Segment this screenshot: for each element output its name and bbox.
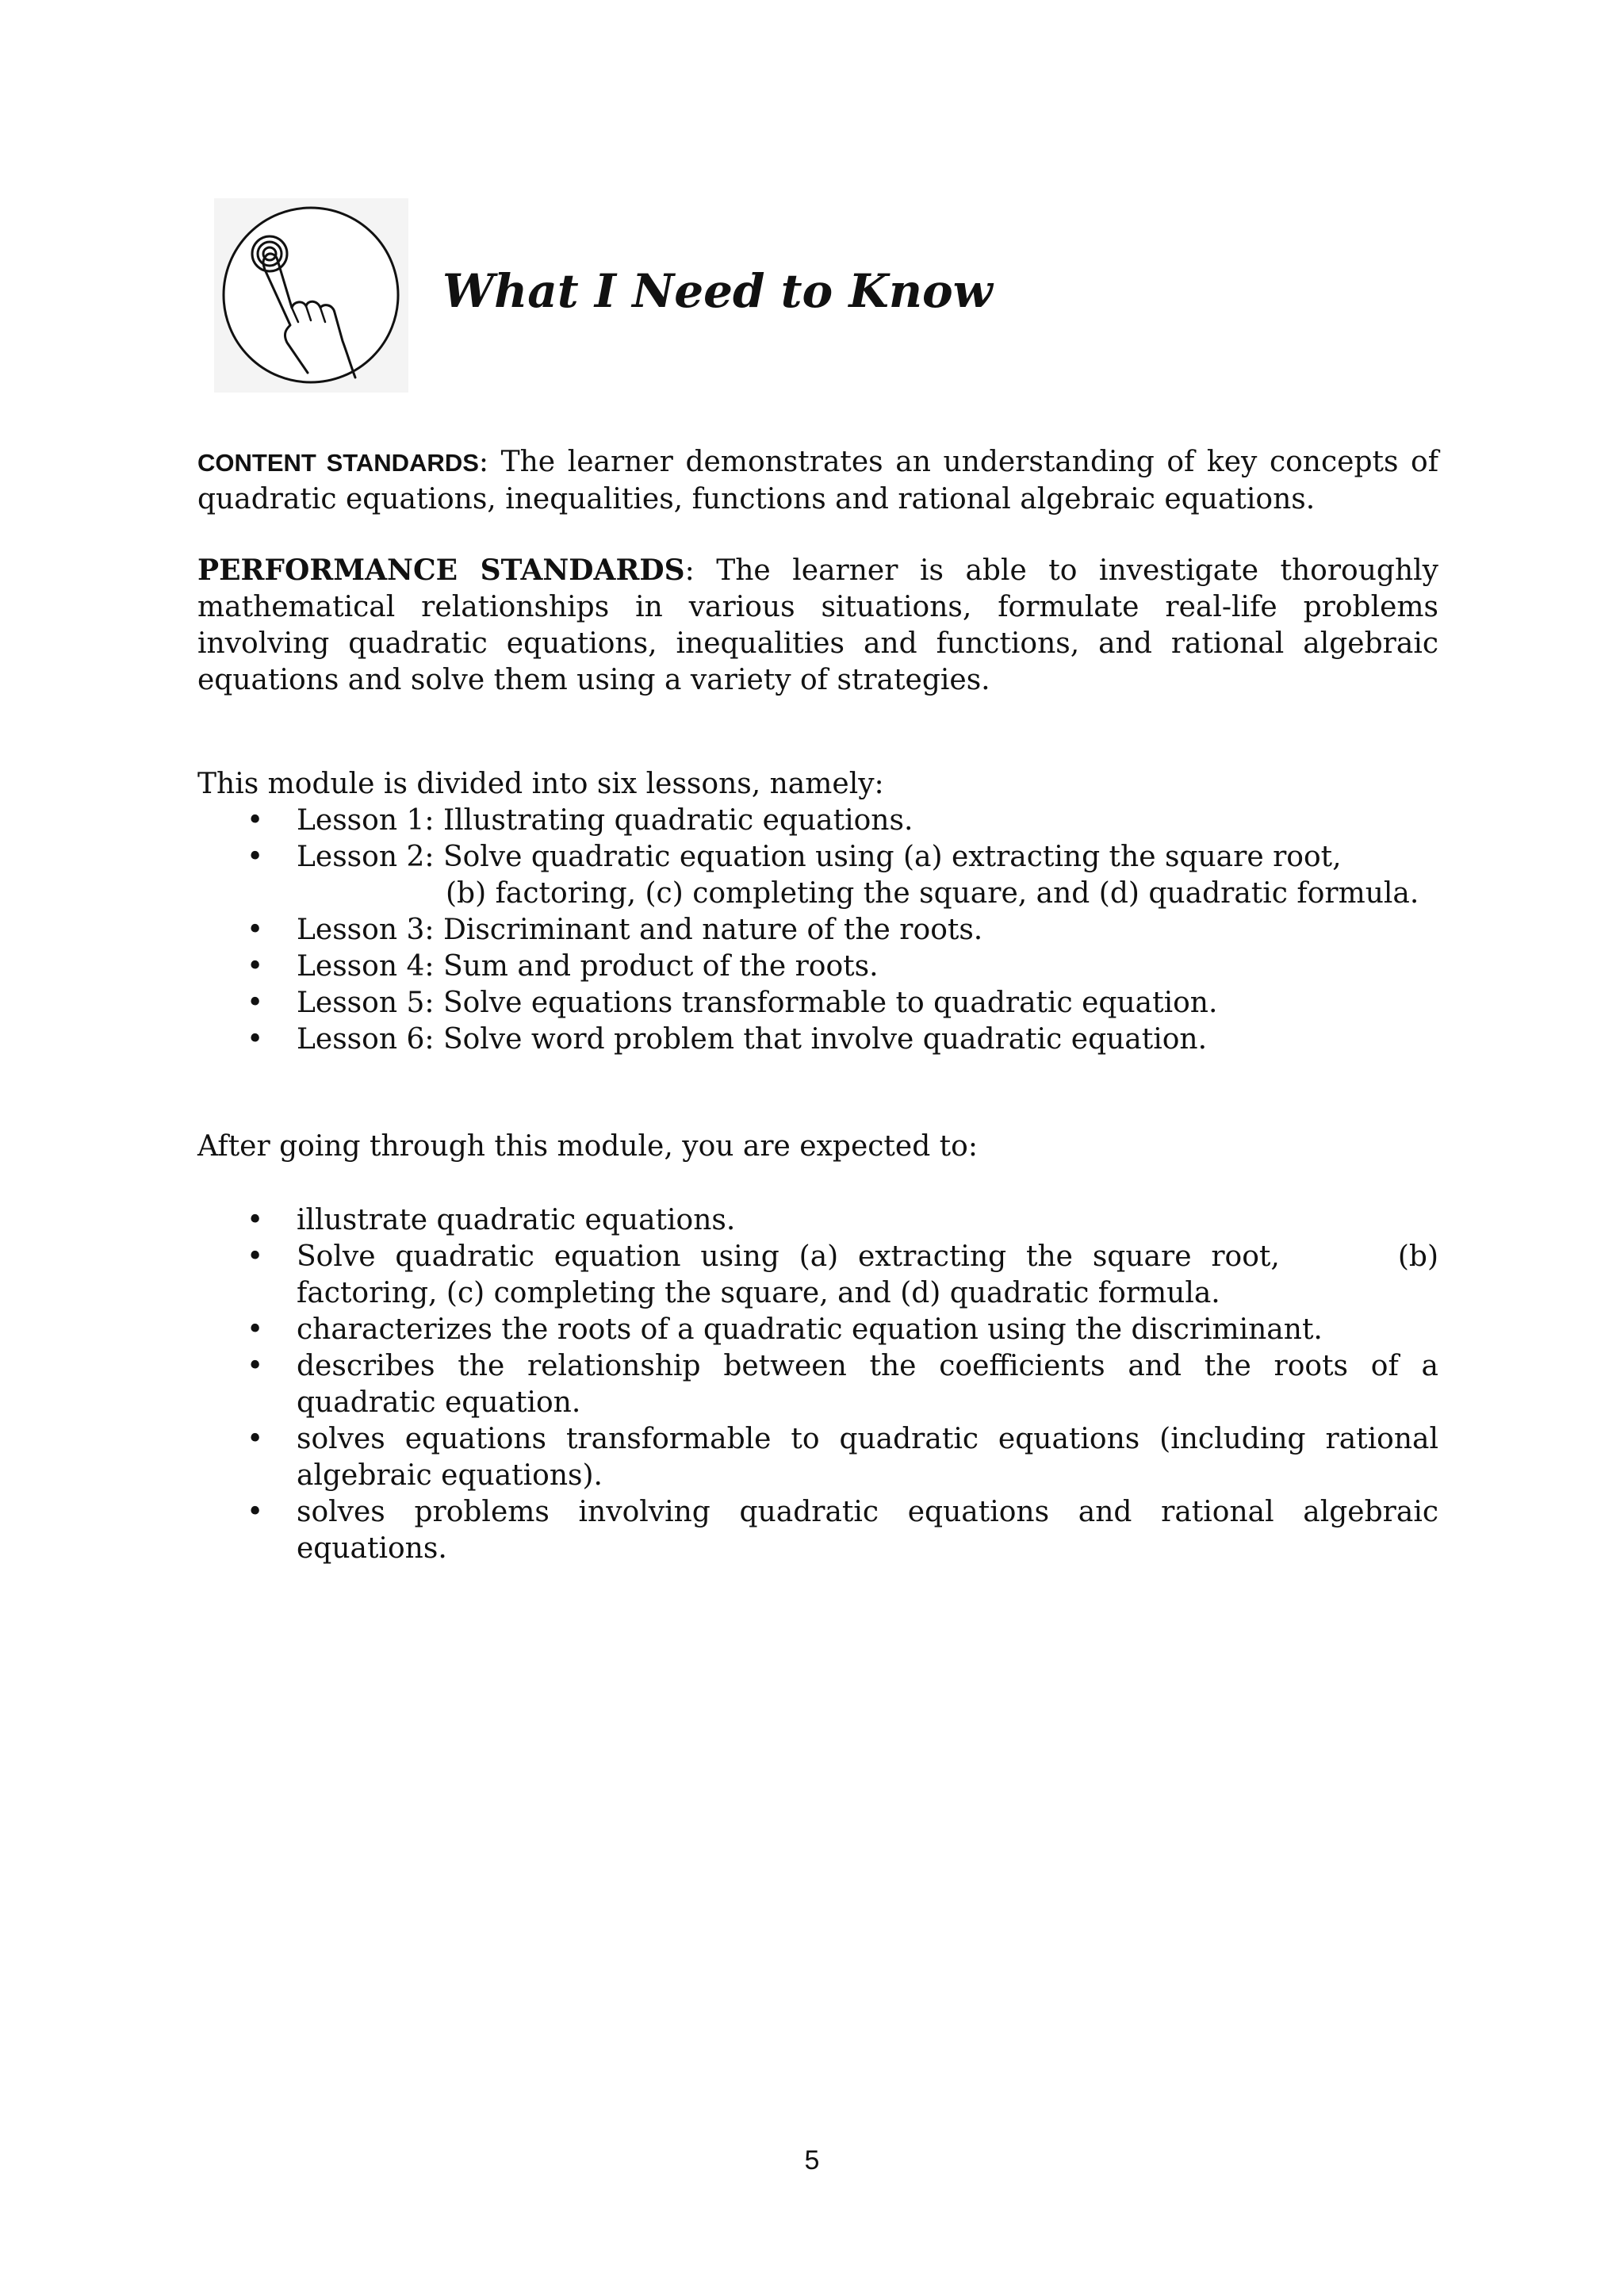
bullet-icon: • <box>247 1023 264 1056</box>
bullet-icon: • <box>247 914 264 946</box>
lessons-intro: This module is divided into six lessons, namely: <box>197 768 884 800</box>
bullet-icon: • <box>247 1313 264 1346</box>
content-standards-label: CONTENT STANDARDS <box>197 449 479 477</box>
list-item: • characterizes the roots of a quadratic equation using the discriminant. <box>197 1312 1438 1348</box>
bullet-icon: • <box>247 987 264 1019</box>
bullet-icon: • <box>247 1350 264 1382</box>
list-item: • Lesson 3: Discriminant and nature of the roots. <box>197 912 1438 949</box>
bullet-icon: • <box>247 1423 264 1455</box>
objectives-intro: After going through this module, you are expected to: <box>197 1130 978 1163</box>
list-item: • Solve quadratic equation using (a) extracting the square root, (b) factoring, (c) completing the square, and (d) quadratic formula. <box>247 1240 1448 1309</box>
list-item: • describes the relationship between the coefficients and the roots of a quadratic equation. <box>247 1350 1438 1419</box>
bullet-icon: • <box>247 804 264 837</box>
list-item: • Lesson 2: Solve quadratic equation using (a) extracting the square root, (b) factoring, (c) completing the square, and (d) quadratic formula. <box>247 841 1419 910</box>
bullet-icon: • <box>247 950 264 983</box>
performance-standards-text: The learner is able to investigate thoroughly mathematical relationships in various situations, formulate real-life problems involving quadratic equations, inequalities and functions, and rational algebraic equations and solve them using a variety of strategies. <box>197 554 1438 696</box>
list-item: • Lesson 5: Solve equations transformable to quadratic equation. <box>197 985 1438 1022</box>
content-standards-text: The learner demonstrates an understanding of key concepts of quadratic equations, inequalities, functions and rational algebraic equations. <box>197 446 1439 516</box>
list-item: • Lesson 4: Sum and product of the roots. <box>197 949 1438 985</box>
performance-standards: PERFORMANCE STANDARDS: The learner is able to investigate thoroughly mathematical relationships in various situations, formulate real-life problems involving quadratic equations, inequalities and functions, and rational algebraic equations and solve them using a variety of strategies. <box>197 554 1438 696</box>
page-heading: What I Need to Know <box>442 264 993 318</box>
hand-tap-icon <box>214 198 408 393</box>
bullet-icon: • <box>247 1204 264 1236</box>
list-item: • solves problems involving quadratic equations and rational algebraic equations. <box>247 1496 1438 1565</box>
performance-standards-label: PERFORMANCE STANDARDS <box>197 554 685 587</box>
content-standards: CONTENT STANDARDS: The learner demonstrates an understanding of key concepts of quadratic equations, inequalities, functions and rational algebraic equations. <box>197 446 1439 516</box>
bullet-icon: • <box>247 1240 264 1273</box>
list-item: • illustrate quadratic equations. <box>197 1202 1438 1239</box>
bullet-icon: • <box>247 1496 264 1528</box>
list-item: • Lesson 6: Solve word problem that involve quadratic equation. <box>197 1022 1438 1058</box>
lessons-list <box>197 803 1438 1058</box>
list-item: • Lesson 1: Illustrating quadratic equations. <box>197 803 1438 839</box>
page-number: 5 <box>804 2145 820 2175</box>
bullet-icon: • <box>247 841 264 873</box>
list-item: • solves equations transformable to quadratic equations (including rational algebraic equations). <box>247 1423 1438 1492</box>
objectives-list <box>197 1202 1448 1567</box>
